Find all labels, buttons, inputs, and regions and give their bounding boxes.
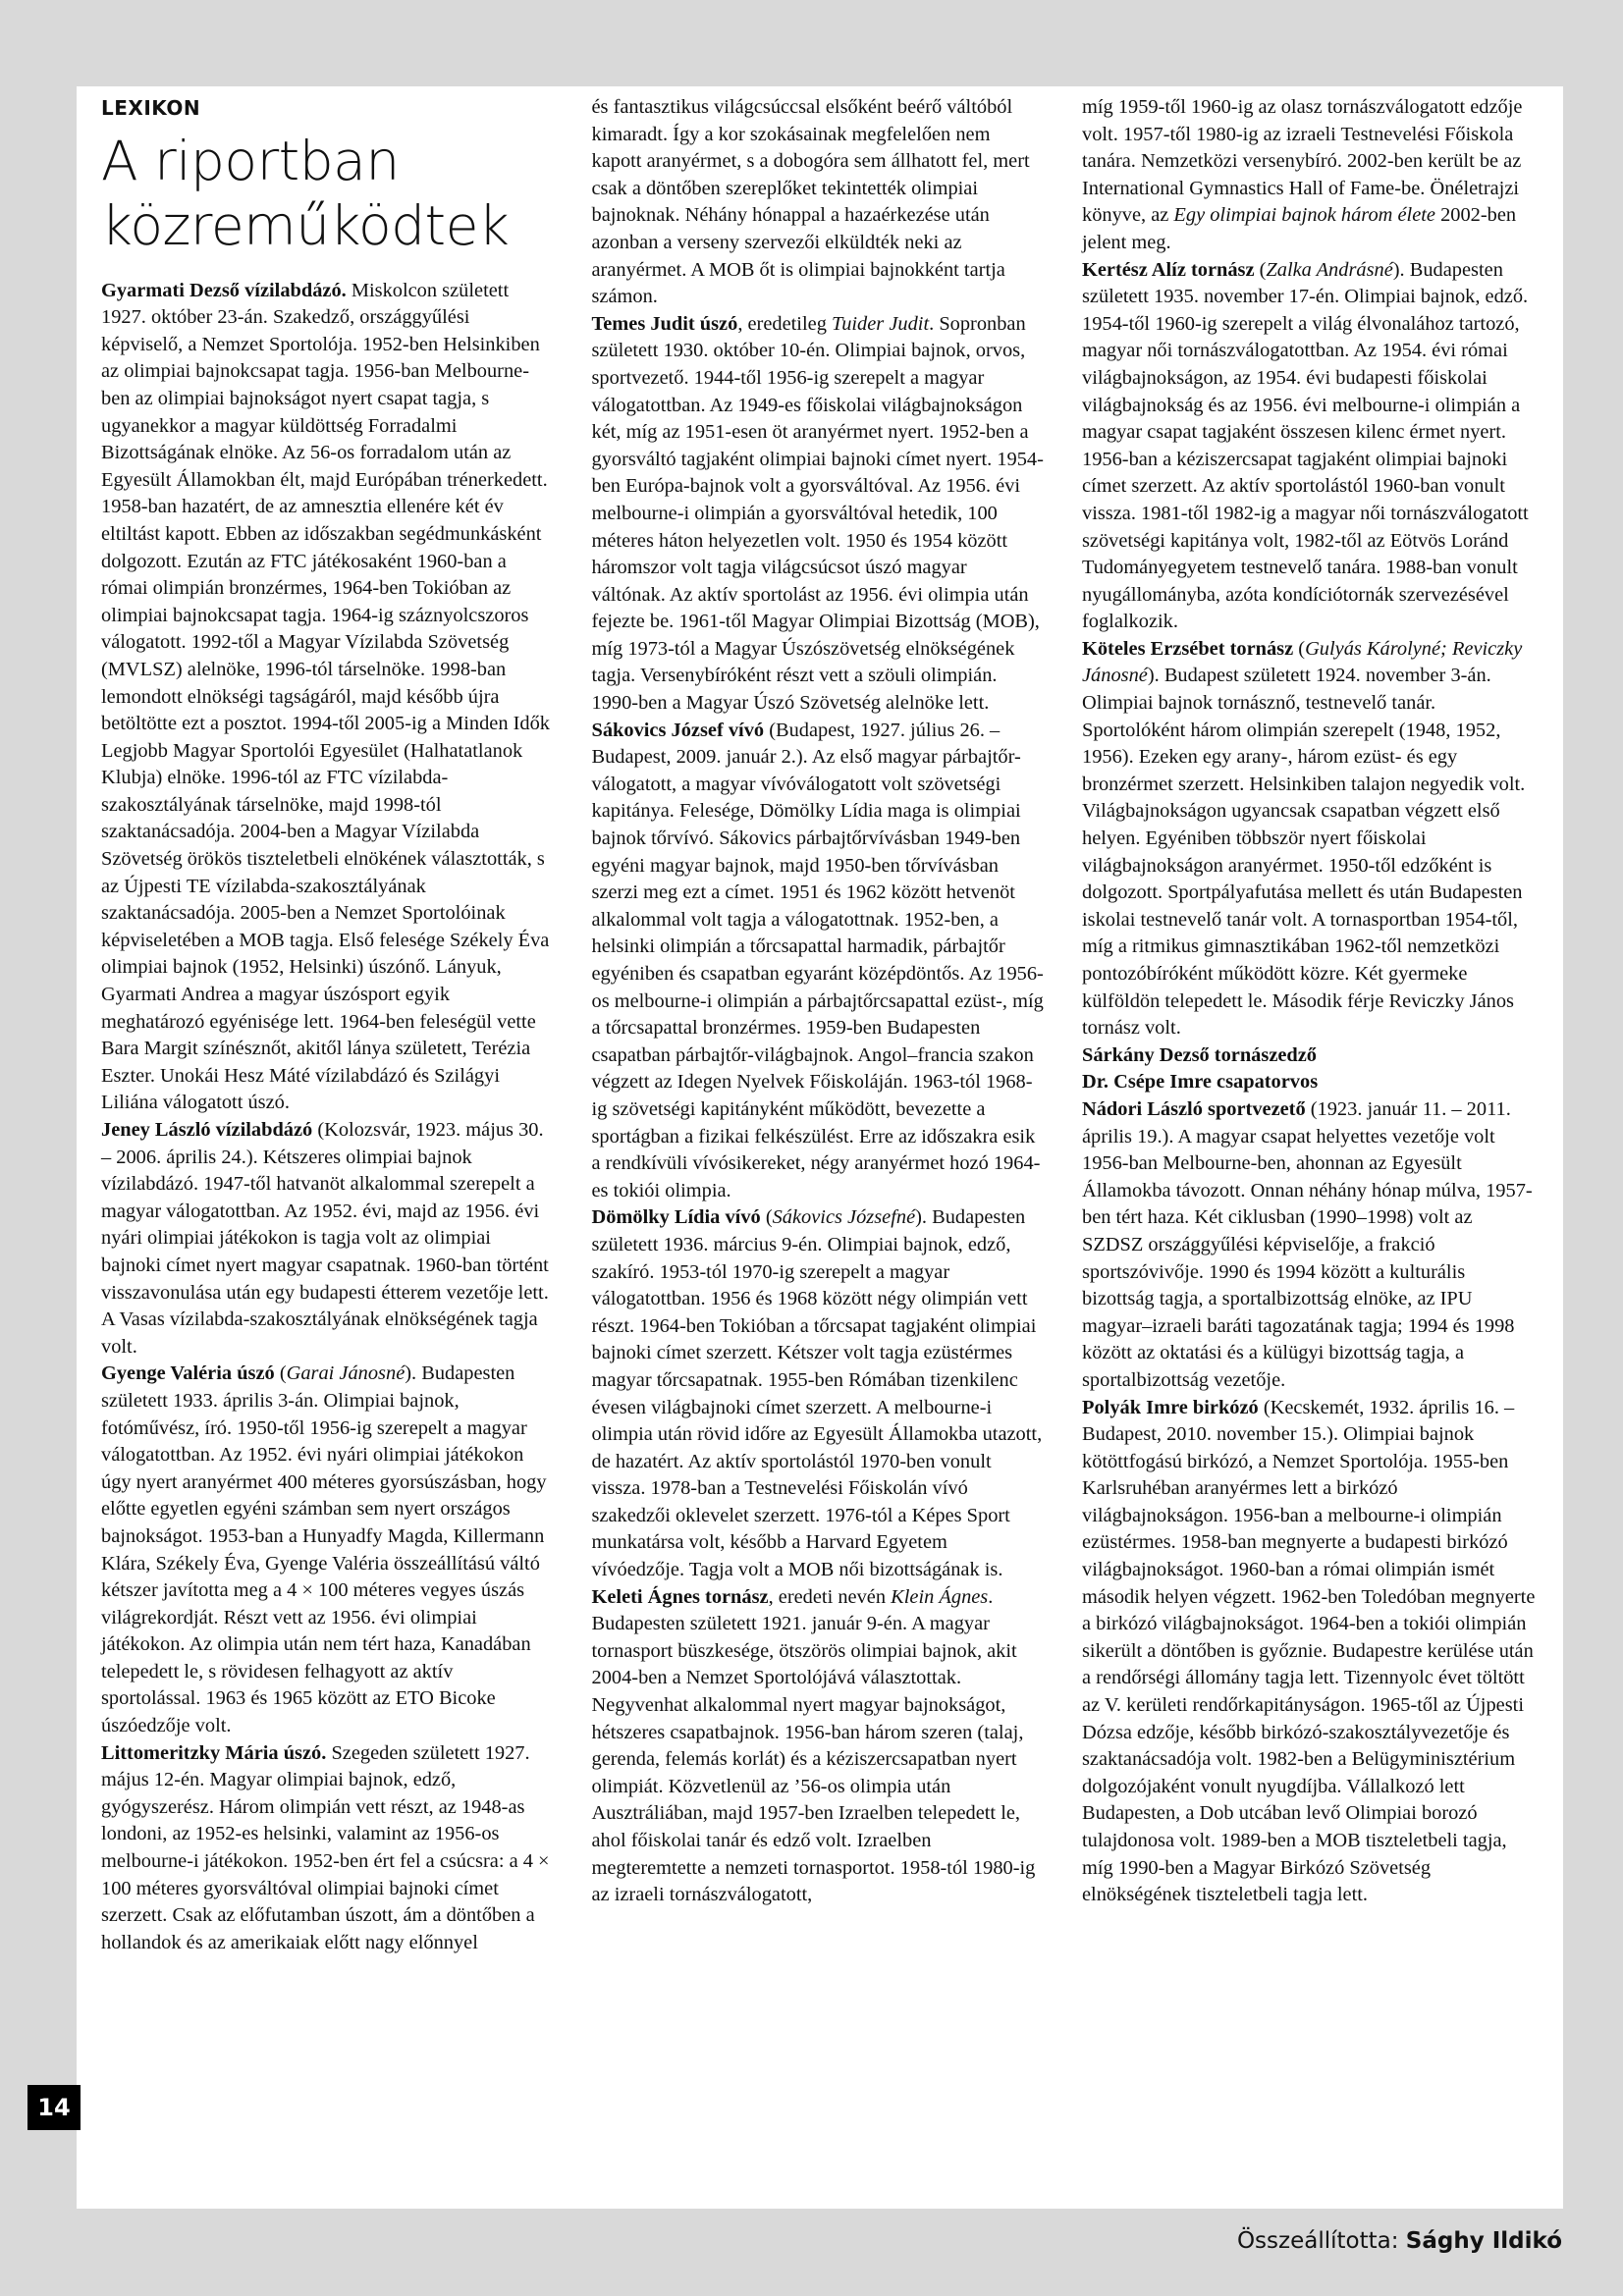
lexikon-entry: Jeney László vízilabdázó (Kolozsvár, 1923. május 30. – 2006. április 24.). Kétszeres olimpiai bajnok vízilabdázó. 1947-től hatvanöt alkalommal szerepelt a magyar válogatottban. Az 1952. évi, majd az 1956. évi nyári olimpiai játékokon is tagja volt az olimpiai bajnoki címet nyert magyar csapatnak. 1960-ban történt visszavonulása után egy budapesti étterem vezetője lett. A Vasas vízilabda-szakosztályának elnökségének tagja volt. <box>101 1119 549 1358</box>
headline-line-1: A riportban <box>101 129 400 192</box>
page-number: 14 <box>27 2085 81 2130</box>
lexikon-entry: Sárkány Dezső tornászedző <box>1082 1043 1318 1066</box>
lexikon-entry: Sákovics József vívó (Budapest, 1927. július 26. – Budapest, 2009. január 2.). Az első magyar párbajtőr-válogatott, a magyar vívóválogatott volt szövetségi kapitánya. Felesége, Dömölky Lídia maga is olimpiai bajnok tőrvívó. Sákovics párbajtőrvívásban 1949-ben egyéni magyar bajnok, majd 1950-ben tőrvívásban szerzi meg ezt a címet. 1951 és 1962 között hetvenöt alkalommal volt tagja a válogatottnak. 1952-ben, a helsinki olimpián a tőrcsapattal harmadik, párbajtőr egyéniben és csapatban egyaránt középdöntős. Az 1956-os melbourne-i olimpián a párbajtőrcsapattal ezüst-, míg a tőrcsapattal bronzérmes. 1959-ben Budapesten csapatban párbajtőr-világbajnok. Angol–francia szakon végzett az Idegen Nyelvek Főiskoláján. 1963-tól 1968-ig szövetségi kapitányként működött, bevezette a sportágban a fizikai felkészülést. Erre az időszakra esik a rendkívüli vívósikereket, négy aranyérmet hozó 1964-es tokiói olimpia. <box>591 719 1044 1201</box>
entries-col-3 <box>1082 257 1536 1909</box>
entry-split-keleti-b <box>1082 94 1536 257</box>
article-body <box>77 86 1563 2209</box>
lexikon-entry: Dr. Csépe Imre csapatorvos <box>1082 1071 1319 1094</box>
lexikon-entry: Kertész Alíz tornász (Zalka Andrásné). Budapesten született 1935. november 17-én. Olimpiai bajnok, edző. 1954-től 1960-ig szerepelt a világ élvonalához tartozó, magyar női tornászválogatottban. Az 1954. évi római világbajnokságon, az 1954. évi budapesti főiskolai világbajnokság és az 1956. évi melbourne-i olimpián a magyar csapat tagjaként összesen kilenc érmet nyert. 1956-ban a kéziszercsapat tagjaként olimpiai bajnoki címet szerzett. Az aktív sportolástól 1960-ban vonult vissza. 1981-től 1982-ig a magyar női tornászválogatott szövetségi kapitánya volt, 1982-től az Eötvös Loránd Tudományegyetem testnevelő tanára. 1988-ban vonult nyugállományba, azóta kondíciótornák szervezésével foglalkozik. <box>1082 258 1529 633</box>
entries-col-2 <box>592 311 1046 1584</box>
lexikon-entry: Köteles Erzsébet tornász (Gulyás Károlyné; Reviczky Jánosné). Budapest született 1924. november 3-án. Olimpiai bajnok tornásznő, testnevelő tanár. Sportolóként három olimpián szerepelt (1948, 1952, 1956). Ezeken egy arany-, három ezüst- és egy bronzérmet szerzett. Helsinkiben talajon negyedik volt. Világbajnokságon ugyancsak csapatban végzett első helyen. Egyéniben többször nyert főiskolai világbajnokságon aranyérmet. 1950-től edzőként is dolgozott. Sportpályafutása mellett és után Budapesten iskolai testnevelő tanár volt. A tornasportban 1954-től, míg a ritmikus gimnasztikában 1962-től nemzetközi pontozóbíróként működött közre. Két gyermeke külföldön telepedett le. Második férje Reviczky János tornász volt. <box>1082 637 1526 1040</box>
lexikon-entry-continued: és fantasztikus világcsúccsal elsőként beérő váltóból kimaradt. Így a kor szokásainak megfelelően nem kapott aranyérmet, s a dobogóra sem állhatott fel, mert csak a döntőben szereplőket tekintették olimpiai bajnoknak. Néhány hónappal a hazaérkezése után azonban a verseny szervezői elküldték neki az aranyérmet. A MOB őt is olimpiai bajnokként tartja számon. <box>591 96 1030 308</box>
lexikon-entry: Gyarmati Dezső vízilabdázó. Miskolcon született 1927. október 23-án. Szakedző, országgyűlési képviselő, a Nemzet Sportolója. 1952-ben Helsinkiben az olimpiai bajnokcsapat tagja. 1956-ban Melbourne-ben az olimpiai bajnokságot nyert csapat tagja, s ugyanekkor a magyar küldöttség Forradalmi Bizottságának elnöke. Az 56-os forradalom után az Egyesült Államokban élt, majd Európában trénerkedett. 1958-ban hazatért, de az amnesztia ellenére két év eltiltást kapott. Ebben az időszakban segédmunkásként dolgozott. Ezután az FTC játékosaként 1960-ban a római olimpián bronzérmes, 1964-ben Tokióban az olimpiai bajnokcsapat tagja. 1964-ig száznyolcszoros válogatott. 1992-től a Magyar Vízilabda Szövetség (MVLSZ) alelnöke, 1996-tól társelnöke. 1998-ban lemondott elnökségi tagságáról, majd később újra betöltötte ezt a posztot. 1994-től 2005-ig a Minden Idők Legjobb Magyar Sportolói Egyesület (Halhatatlanok Klubja) elnöke. 1996-tól az FTC vízilabda-szakosztályának társelnöke, majd 1998-tól szaktanácsadója. 2004-ben a Magyar Vízilabda Szövetség örökös tiszteletbeli elnökének választották, s az Újpesti TE vízilabda-szakosztályának szaktanácsadója. 2005-ben a Nemzet Sportolóinak képviseletében a MOB tagja. Első felesége Székely Éva olimpiai bajnok (1952, Helsinki) úszónő. Lányuk, Gyarmati Andrea a magyar úszósport egyik meghatározó egyénisége lett. 1964-ben feleségül vette Bara Margit színésznőt, akitől lánya született, Terézia Eszter. Unokái Hesz Máté vízilabdázó és Szilágyi Liliána válogatott úszó. <box>101 279 550 1114</box>
headline-line-2: közreműködtek <box>101 193 510 257</box>
entry-split-keleti-a <box>592 1584 1046 1909</box>
lexikon-entry: Dömölky Lídia vívó (Sákovics Józsefné). Budapesten született 1936. március 9-én. Olimpiai bajnok, edző, szakíró. 1953-tól 1970-ig szerepelt a magyar válogatottban. 1956 és 1968 között négy olimpián vett részt. 1964-ben Tokióban a tőrcsapat tagjaként olimpiai bajnoki címet szerzett. Kétszer volt tagja ezüstérmes magyar tőrcsapatnak. 1955-ben Rómában tizenkilenc évesen világbajnoki címet szerzett. A melbourne-i olimpia után rövid időre az Egyesült Államokba utazott, de hazatért. Az aktív sportolástól 1970-ben vonult vissza. 1978-ban a Testnevelési Főiskolán vívó szakedzői oklevelet szerzett. 1976-tól a Képes Sport munkatársa volt, később a Harvard Egyetem vívóedzője. Tagja volt a MOB női bizottságának is. <box>591 1206 1043 1581</box>
column-1 <box>101 86 555 2209</box>
headline <box>101 129 555 258</box>
credit-name: Sághy Ildikó <box>1405 2228 1562 2254</box>
lexikon-entry: Gyenge Valéria úszó (Garai Jánosné). Budapesten született 1933. április 3-án. Olimpiai bajnok, fotóművész, író. 1950-től 1956-ig szerepelt a magyar válogatottban. Az 1952. évi nyári olimpiai játékokon úgy nyert aranyérmet 400 méteres gyorsúszásban, hogy előtte egyetlen egyéni számban sem nyert országos bajnokságot. 1953-ban a Hunyadfy Magda, Killermann Klára, Székely Éva, Gyenge Valéria összeállítású váltó kétszer javította meg a 4 × 100 méteres vegyes úszás világrekordját. Részt vett az 1956. évi olimpiai játékokon. Az olimpia után nem tért haza, Kanadában telepedett le, s rövidesen felhagyott az aktív sportolással. 1963 és 1965 között az ETO Bicoke úszóedzője volt. <box>101 1362 547 1737</box>
credit-label: Összeállította: <box>1236 2228 1399 2254</box>
lexikon-entry: Temes Judit úszó, eredetileg Tuider Judit. Sopronban született 1930. október 10-én. Olimpiai bajnok, orvos, sportvezető. 1944-től 1956-ig szerepelt a magyar válogatottban. Az 1949-es főiskolai világbajnokságon két, míg az 1951-esen öt aranyérmet nyert. 1952-ben a gyorsváltó tagjaként olimpiai bajnoki címet nyert. 1954-ben Európa-bajnok volt a gyorsváltóval. Az 1956. évi melbourne-i olimpián a gyorsváltóval hetedik, 100 méteres háton helyezetlen volt. 1950 és 1954 között háromszor volt tagja világcsúcsot úszó magyar váltónak. Az aktív sportolást az 1956. évi olimpia után fejezte be. 1961-től Magyar Olimpiai Bizottság (MOB), míg 1973-tól a Magyar Úszószövetség elnökségének tagja. Versenybíróként részt vett a szöuli olimpián. 1990-ben a Magyar Úszó Szövetség alelnöke lett. <box>591 312 1044 715</box>
column-3 <box>1082 86 1536 2209</box>
credit-line <box>1237 2228 1562 2254</box>
entry-split-littomeritzky-b <box>592 94 1046 311</box>
lexikon-entry: Nádori László sportvezető (1923. január 11. – 2011. április 19.). A magyar csapat helyettes vezetője volt 1956-ban Melbourne-ben, ahonnan az Egyesült Államokba távozott. Onnan néhány hónap múlva, 1957-ben tért haza. Két ciklusban (1990–1998) volt az SZDSZ országgyűlési képviselője, a frakció sportszóvivője. 1990 és 1994 között a kulturális bizottság tagja, a sportalbizottság elnöke, az IPU magyar–izraeli baráti tagozatának tagja; 1994 és 1998 között az oktatási és a külügyi bizottság tagja, a sportalbizottság vezetője. <box>1082 1097 1533 1391</box>
lexikon-entry: Polyák Imre birkózó (Kecskemét, 1932. április 16. – Budapest, 2010. november 15.). Olimpiai bajnok kötöttfogású birkózó, a Nemzet Sportolója. 1955-ben Karlsruhéban aranyérmes lett a birkózó világbajnokságon. 1956-ban a melbourne-i olimpián ezüstérmes. 1958-ban megnyerte a budapesti birkózó világbajnokságot. 1960-ban a római olimpián ismét második helyen végzett. 1962-ben Toledóban megnyerte a birkózó világbajnokságot. 1964-ben a tokiói olimpián sikerült a döntőben is győznie. Budapestre kerülése után a rendőrségi állomány tagja lett. Tizennyolc évet töltött az V. kerületi rendőrkapitányságon. 1965-től az Újpesti Dózsa edzője, később birkózó-szakosztályvezetője és szaktanácsadója volt. 1982-ben a Belügyminisztérium dolgozójaként vonult nyugdíjba. Vállalkozó lett Budapesten, a Dob utcában levő Olimpiai borozó tulajdonosa volt. 1989-ben a MOB tiszteletbeli tagja, míg 1990-ben a Magyar Birkózó Szövetség elnökségének tiszteletbeli tagja lett. <box>1082 1396 1536 1906</box>
lexikon-entry: Littomeritzky Mária úszó. Szegeden született 1927. május 12-én. Magyar olimpiai bajnok, edző, gyógyszerész. Három olimpián vett részt, az 1948-as londoni, az 1952-es helsinki, valamint az 1956-os melbourne-i játékokon. 1952-ben ért fel a csúcsra: a 4 × 100 méteres gyorsváltóval olimpiai bajnoki címet szerzett. Csak az előfutamban úszott, ám a döntőben a hollandok és az amerikaiak előtt nagy előnnyel <box>101 1741 550 1953</box>
section-label: LEXIKON <box>101 96 201 120</box>
lexikon-entry: Keleti Ágnes tornász, eredeti nevén Klein Ágnes. Budapesten született 1921. január 9-én. A magyar tornasport büszkesége, ötszörös olimpiai bajnok, akit 2004-ben a Nemzet Sportolójává választottak. Negyvenhat alkalommal nyert magyar bajnokságot, hétszeres csapatbajnok. 1956-ban három szeren (talaj, gerenda, felemás korlát) és a kéziszercsapatban nyert olimpiát. Közvetlenül az ’56-os olimpia után Ausztráliában, majd 1957-ben Izraelben telepedett le, ahol főiskolai tanár és edző volt. Izraelben megteremtette a nemzeti tornasportot. 1958-tól 1980-ig az izraeli tornászválogatott, <box>591 1585 1036 1906</box>
entry-split-littomeritzky-a <box>101 1740 555 1957</box>
lexikon-entry-continued: míg 1959-től 1960-ig az olasz tornászválogatott edzője volt. 1957-től 1980-ig az izraeli Testnevelési Főiskola tanára. Nemzetközi versenybíró. 2002-ben került be az International Gymnastics Hall of Fame-be. Önéletrajzi könyve, az Egy olimpiai bajnok három élete 2002-ben jelent meg. <box>1082 96 1523 253</box>
entries-col-1 <box>101 278 555 1740</box>
column-2 <box>592 86 1046 2209</box>
